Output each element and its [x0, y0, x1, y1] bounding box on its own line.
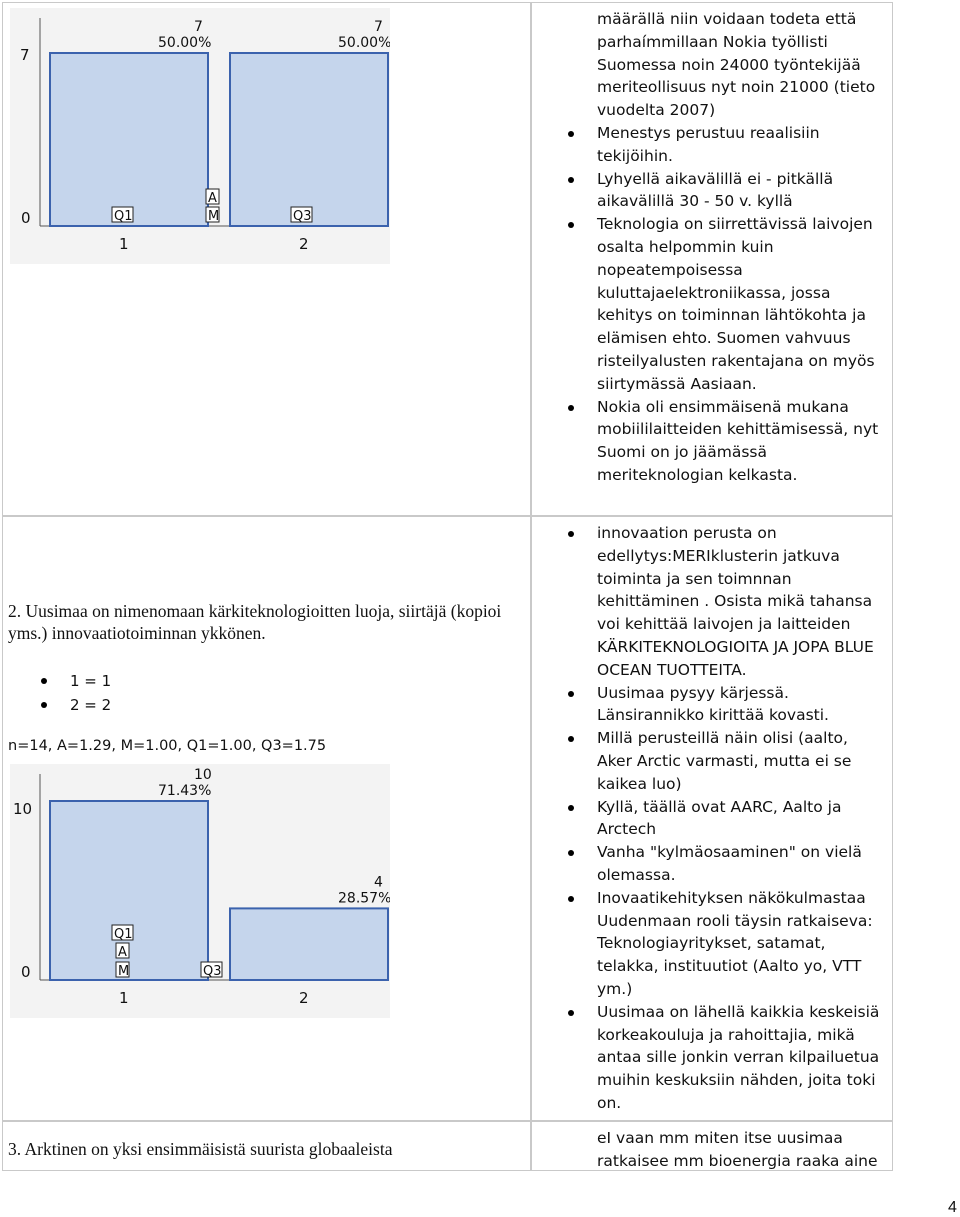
- marker-q1-label: Q1: [114, 209, 133, 224]
- x-tick-label: 1: [119, 989, 129, 1007]
- marker-q3-label: Q3: [203, 964, 222, 979]
- row1-text: [597, 8, 885, 487]
- marker-q1-label: Q1: [114, 927, 133, 942]
- row3-bullet-list: [597, 1127, 887, 1170]
- bar-count-label: 10: [194, 767, 212, 783]
- list-item: Kyllä, täällä ovat AARC, Aalto ja Arctech: [597, 796, 887, 842]
- row3-text: [597, 1127, 887, 1170]
- question2-options: [70, 669, 270, 717]
- list-item: Nokia oli ensimmäisenä mukana mobiililaitteiden kehittämisessä, nyt Suomi on jo jäämässä meriteknologian kelkasta.: [597, 396, 885, 487]
- x-tick-label: 2: [299, 235, 309, 253]
- x-tick-label: 1: [119, 235, 129, 253]
- bar-count-label: 4: [374, 874, 383, 891]
- list-item: eI vaan mm miten itse uusimaa ratkaisee mm bioenergia raaka aine: [597, 1127, 887, 1170]
- chart2-ytick-max: 10: [13, 800, 33, 818]
- option-item: 2 = 2: [70, 693, 270, 717]
- list-item: Millä perusteillä näin olisi (aalto, Aker Arctic varmasti, mutta ei se kaikea luo): [597, 727, 887, 795]
- chart2-ytick-zero: 0: [21, 963, 31, 981]
- row2-bullet-list: [597, 522, 887, 1115]
- bar-percent-label: 50.00%: [338, 35, 390, 51]
- list-item: innovaation perusta on edellytys:MERIklusterin jatkuva toiminta ja sen toimnnan kehittäminen . Osista mikä tahansa voi kehittää laivojen ja laitteiden KÄRKITEKNOLOGIOITA JA JOPA BLUE OCEAN TUOTTEITA.: [597, 522, 887, 682]
- chart1-ytick-max: 7: [20, 46, 30, 64]
- bar-percent-label: 71.43%: [158, 783, 212, 799]
- list-item: Vanha "kylmäosaaminen" on vielä olemassa.: [597, 841, 887, 887]
- bar-count-label: 7: [194, 19, 203, 35]
- chart1-ytick-zero: 0: [21, 209, 31, 227]
- bar-2: [230, 53, 388, 226]
- bar-2: [230, 908, 388, 980]
- bar-percent-label: 50.00%: [158, 35, 212, 51]
- list-item: Menestys perustuu reaalisiin tekijöihin.: [597, 122, 885, 168]
- question3-title: 3. Arktinen on yksi ensimmäisistä suurista globaaleista: [8, 1139, 393, 1159]
- list-item: Teknologia on siirrettävissä laivojen osalta helpommin kuin nopeatempoisessa kuluttajaelektroniikassa, jossa kehitys on toiminnan lähtökohta ja elämisen ehto. Suomen vahvuus risteilyalusten rakentajana on myös siirtymässä Aasiaan.: [597, 213, 885, 395]
- question2-title: 2. Uusimaa on nimenomaan kärkiteknologioitten luoja, siirtäjä (kopioi yms.) innovaatiotoiminnan ykkönen.: [8, 601, 502, 643]
- list-item: Uusimaa on lähellä kaikkia keskeisiä korkeakouluja ja rahoittajia, mikä antaa sille jonkin verran kilpailuetua muihin keskuksiin nähden, joita toki on.: [597, 1001, 887, 1115]
- bar-count-label: 7: [374, 19, 383, 35]
- marker-a-label: A: [118, 945, 127, 960]
- list-item: Uusimaa pysyy kärjessä. Länsirannikko kirittää kovasti.: [597, 682, 887, 728]
- bar-1: [50, 53, 208, 226]
- chart1-svg: [10, 8, 390, 264]
- option-item: 1 = 1: [70, 669, 270, 693]
- row1-intro: määrällä niin voidaan todeta että parhaímmillaan Nokia työllisti Suomessa noin 24000 työntekijää meriteollisuus nyt noin 21000 (tieto vuodelta 2007): [597, 10, 876, 120]
- bar-percent-label: 28.57%: [338, 890, 390, 907]
- page-number: 4: [948, 1199, 957, 1216]
- marker-q3-label: Q3: [293, 209, 312, 224]
- marker-m-label: M: [208, 209, 220, 224]
- marker-a-label: A: [208, 191, 217, 206]
- x-tick-label: 2: [299, 989, 309, 1007]
- chart-question2: [10, 764, 390, 1018]
- list-item: Inovaatikehityksen näkökulmastaa Uudenmaan rooli täysin ratkaiseva: Teknologiayritykset, satamat, telakka, instituutiot (Aalto yo, VTT ym.): [597, 887, 887, 1001]
- marker-m-label: M: [118, 964, 130, 979]
- chart2-svg: [10, 764, 390, 1018]
- row1-bullet-list: [597, 122, 885, 487]
- row2-text: [597, 522, 887, 1115]
- chart-question1: [10, 8, 390, 264]
- question2-stats: n=14, A=1.29, M=1.00, Q1=1.00, Q3=1.75: [8, 738, 327, 754]
- list-item: Lyhyellä aikavälillä ei - pitkällä aikavälillä 30 - 50 v. kyllä: [597, 168, 885, 214]
